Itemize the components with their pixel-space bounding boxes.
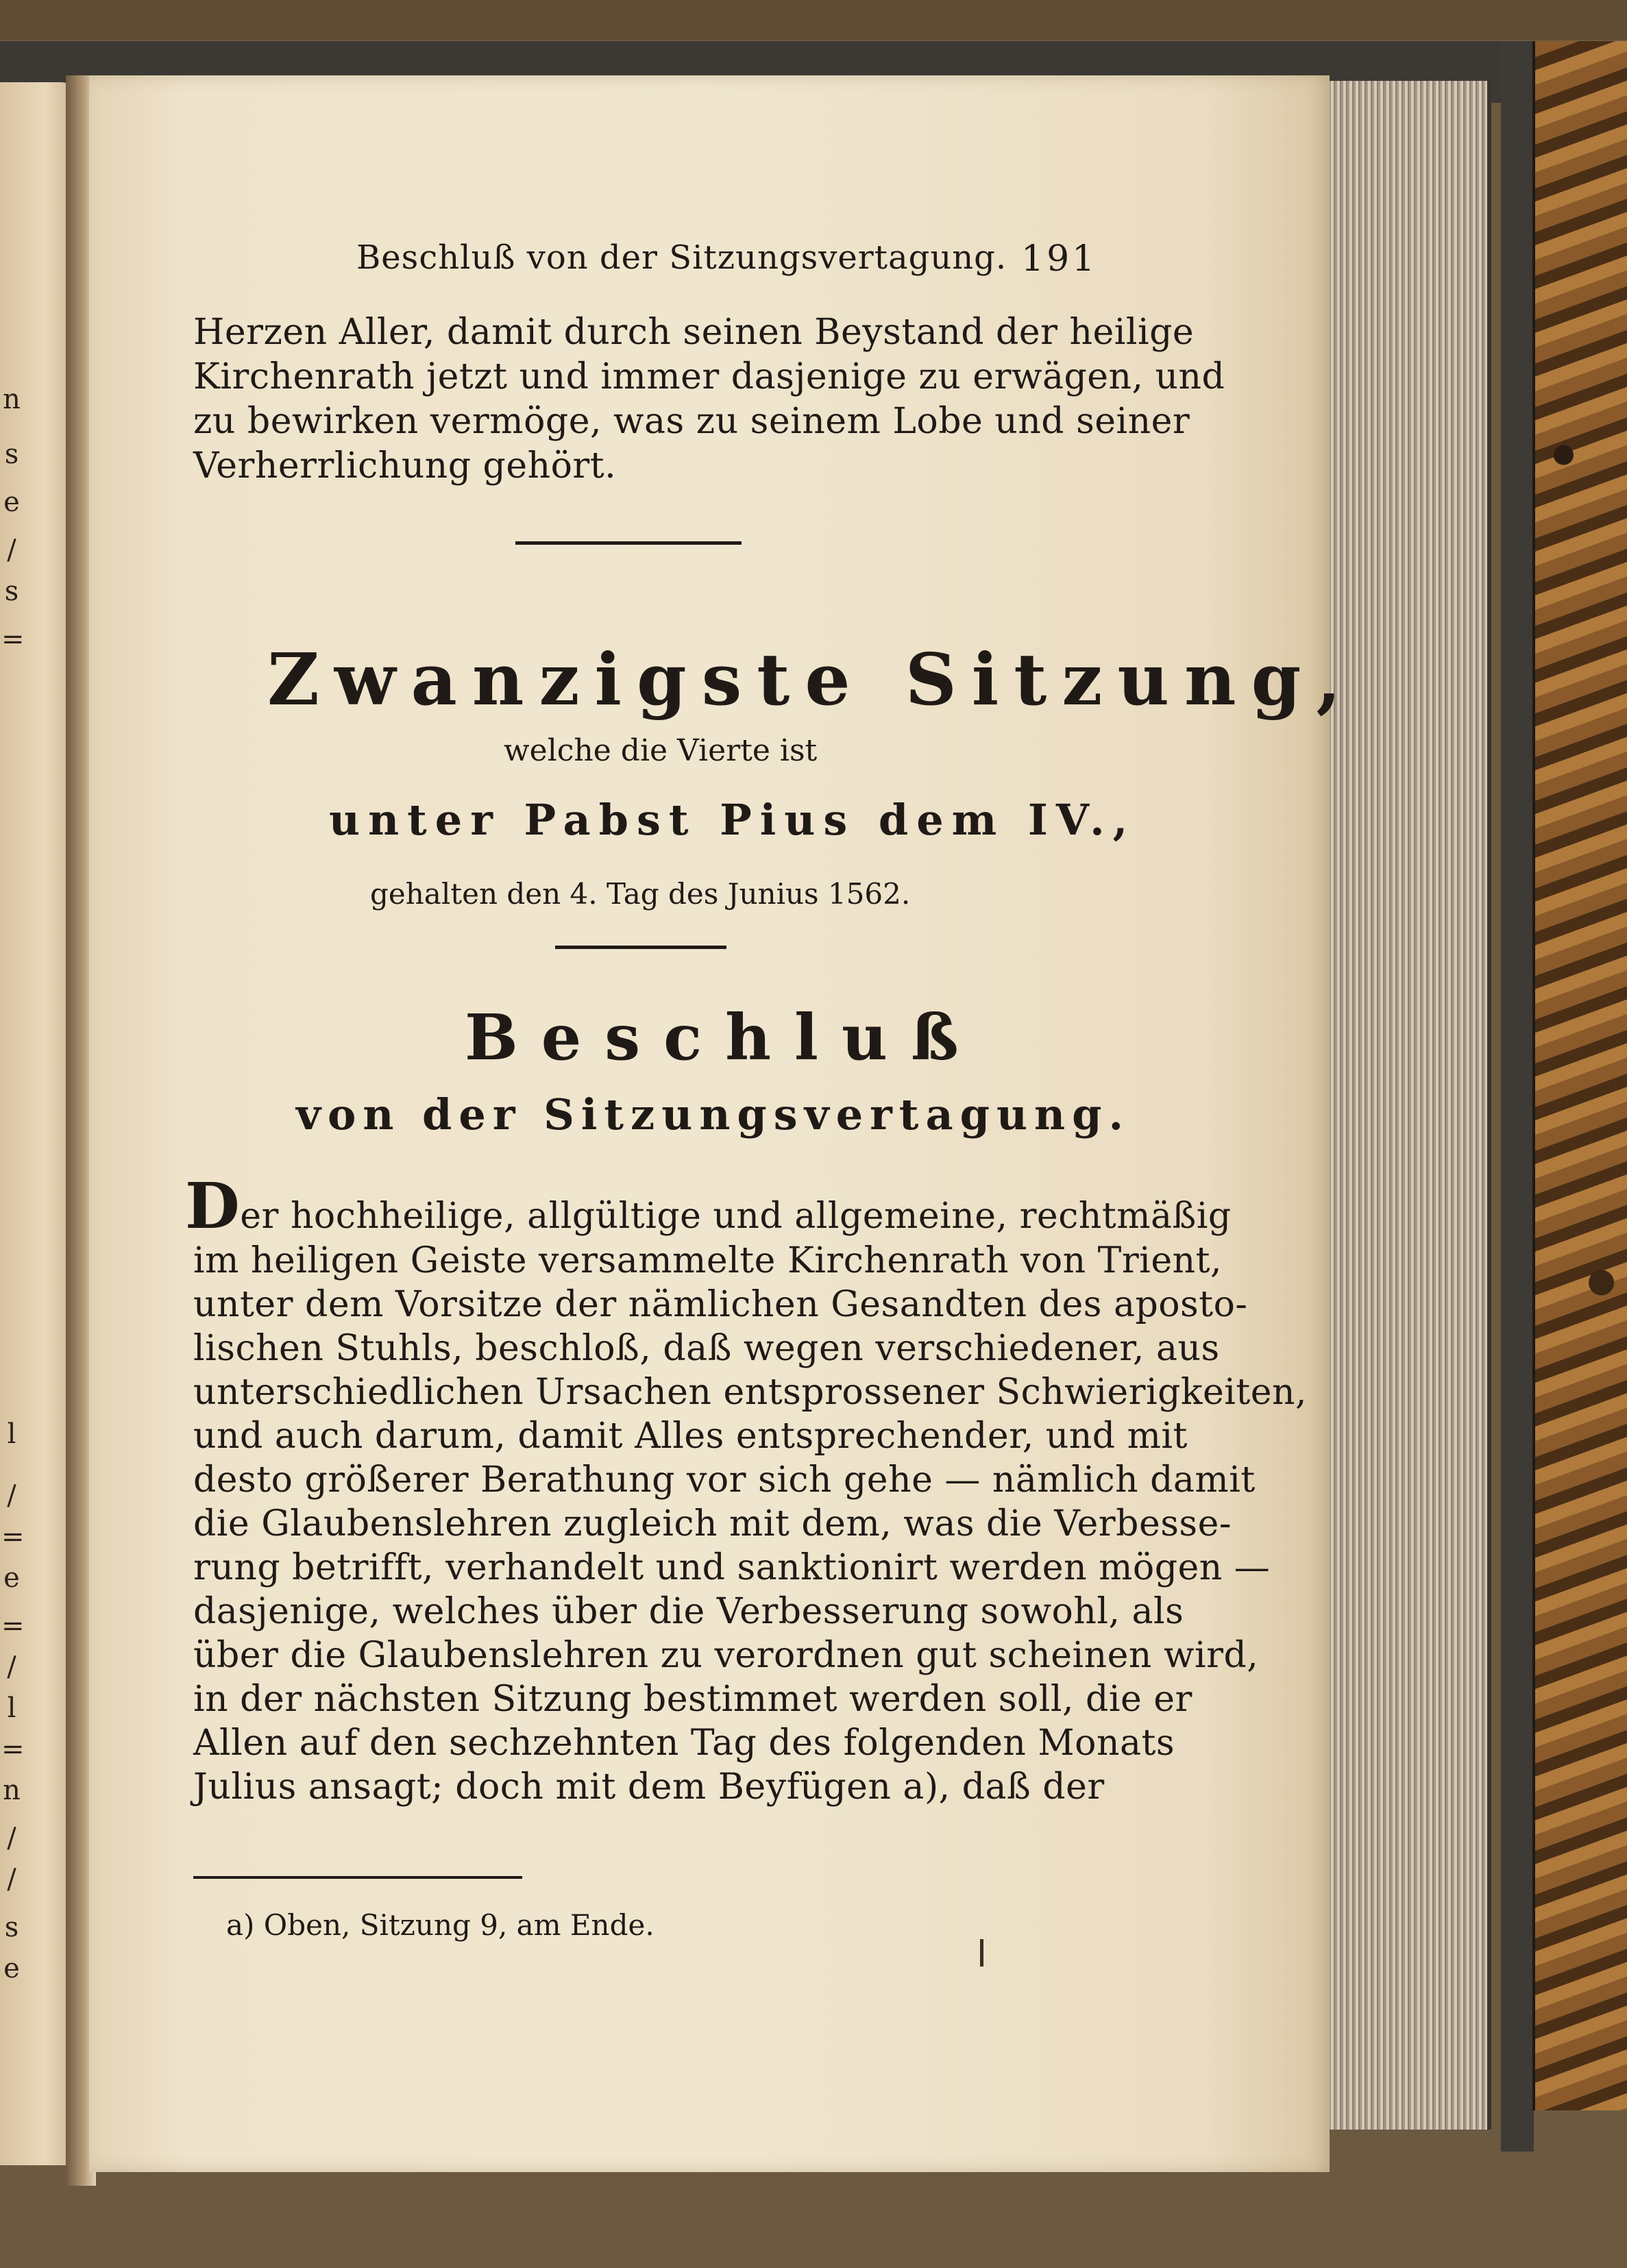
text-line: die Glaubenslehren zugleich mit dem, was die Verbesse- xyxy=(193,1503,1232,1544)
left-page-fragment: l xyxy=(7,1418,16,1450)
left-page-edge xyxy=(0,82,75,2165)
text-line: in der nächsten Sitzung bestimmet werden soll, die er xyxy=(193,1679,1192,1720)
running-head: Beschluß von der Sitzungsvertagung. xyxy=(356,238,1007,277)
marbled-cover-board xyxy=(1532,41,1627,2110)
text-line: und auch darum, damit Alles entsprechender, und mit xyxy=(193,1416,1188,1457)
text-line xyxy=(185,1169,1232,1243)
binding-cloth xyxy=(1501,41,1534,2152)
page-number: 191 xyxy=(1021,238,1098,280)
left-page-fragment: e xyxy=(3,1562,20,1594)
left-page-fragment: s xyxy=(4,439,19,470)
section-rule xyxy=(515,541,742,545)
left-page-fragment: e xyxy=(3,486,20,518)
ink-mark xyxy=(980,1939,983,1967)
left-page-fragment: = xyxy=(1,1734,25,1765)
text-line: Kirchenrath jetzt und immer dasjenige zu erwägen, und xyxy=(193,356,1225,397)
session-title: Zwanzigste Sitzung, xyxy=(267,637,1356,722)
text-line: im heiligen Geiste versammelte Kirchenrath von Trient, xyxy=(193,1240,1223,1281)
text-line: dasjenige, welches über die Verbesserung sowohl, als xyxy=(193,1591,1184,1632)
section-rule xyxy=(555,946,726,949)
decree-title: Beschluß xyxy=(465,1000,982,1074)
text-line: Julius ansagt; doch mit dem Beyfügen a), daß der xyxy=(193,1766,1105,1808)
left-page-fragment: = xyxy=(1,1521,25,1553)
left-page-fragment: n xyxy=(3,384,21,415)
session-date: gehalten den 4. Tag des Junius 1562. xyxy=(370,877,911,911)
footnote: a) Oben, Sitzung 9, am Ende. xyxy=(226,1908,655,1942)
left-page-fragment: s xyxy=(4,576,19,607)
left-page-fragment: / xyxy=(7,534,16,566)
drop-cap: D xyxy=(185,1169,241,1243)
text-line: unter dem Vorsitze der nämlichen Gesandten des aposto- xyxy=(193,1284,1248,1325)
session-subtitle: welche die Vierte ist xyxy=(504,733,818,768)
left-page-fragment: e xyxy=(3,1953,20,1984)
left-page-fragment: s xyxy=(4,1912,19,1943)
text-line: Herzen Aller, damit durch seinen Beystand der heilige xyxy=(193,312,1195,353)
footnote-rule xyxy=(193,1876,522,1879)
text-line: Verherrlichung gehört. xyxy=(193,445,617,486)
decree-subtitle: von der Sitzungsvertagung. xyxy=(296,1089,1131,1139)
left-page-fragment: / xyxy=(7,1480,16,1512)
left-page-fragment: = xyxy=(1,624,25,655)
text-line: unterschiedlichen Ursachen entsprossener Schwierigkeiten, xyxy=(193,1372,1308,1413)
book-page xyxy=(89,75,1356,2172)
text-line: über die Glaubenslehren zu verordnen gut scheinen wird, xyxy=(193,1635,1259,1676)
left-page-fragment: / xyxy=(7,1651,16,1683)
session-subtitle: unter Pabst Pius dem IV., xyxy=(329,795,1136,845)
left-page-fragment: l xyxy=(7,1692,16,1724)
text-line: Allen auf den sechzehnten Tag des folgenden Monats xyxy=(193,1723,1175,1764)
left-page-fragment: = xyxy=(1,1610,25,1642)
text-line-rest: er hochheilige, allgültige und allgemeine, rechtmäßig xyxy=(240,1196,1232,1237)
text-line: desto größerer Berathung vor sich gehe — nämlich damit xyxy=(193,1459,1256,1501)
left-page-fragment: n xyxy=(3,1775,21,1806)
left-page-fragment: / xyxy=(7,1823,16,1854)
left-page-fragment: / xyxy=(7,1864,16,1895)
text-line: lischen Stuhls, beschloß, daß wegen verschiedener, aus xyxy=(193,1328,1220,1369)
page-block-edges xyxy=(1323,81,1491,2130)
text-line: rung betrifft, verhandelt und sanktionirt werden mögen — xyxy=(193,1547,1271,1588)
text-line: zu bewirken vermöge, was zu seinem Lobe und seiner xyxy=(193,401,1190,442)
